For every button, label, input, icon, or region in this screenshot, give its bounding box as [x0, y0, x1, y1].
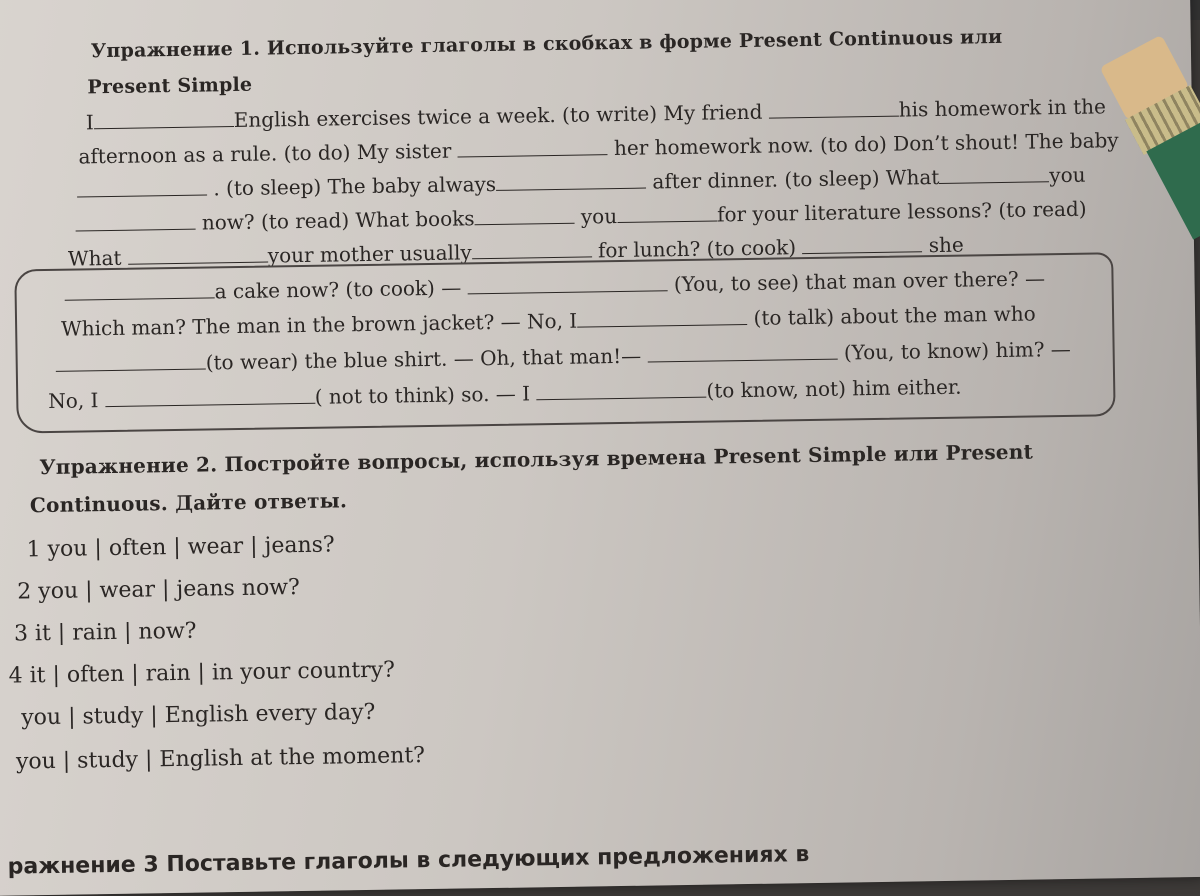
ex1-line-7: Which man? The man in the brown jacket? — No, I (to talk) about the man who: [60, 301, 1036, 341]
ex1-line-2: afternoon as a rule. (to do) My sister her homework now. (to do) Don’t shout! The baby: [78, 128, 1119, 169]
ex1-line-9: No, I ( not to think) so. — I (to know, not) him either.: [48, 374, 962, 413]
ex1-line-1: I English exercises twice a week. (to write) My friend his homework in the: [85, 94, 1107, 135]
exercise2-title: Упражнение 2. Постройте вопросы, используя времена Present Simple или Present: [39, 439, 1034, 480]
ex2-item-1: 1 you | often | wear | jeans?: [26, 532, 335, 563]
exercise2-title-cont: Continuous. Дайте ответы.: [29, 488, 348, 518]
exercise1-title-cont: Present Simple: [87, 73, 253, 99]
ex2-item-6: you | study | English at the moment?: [15, 743, 426, 775]
ex1-line-3: . (to sleep) The baby always after dinner. (to sleep) What you: [77, 163, 1086, 203]
exercise1-title: Упражнение 1. Используйте глаголы в скобках в форме Present Continuous или: [90, 25, 1003, 63]
ex1-line-4: now? (to read) What books you for your literature lessons? (to read): [75, 197, 1086, 237]
ex2-item-3: 3 it | rain | now?: [13, 618, 197, 647]
ex2-item-4: 4 it | often | rain | in your country?: [8, 657, 396, 689]
ex1-line-8: (to wear) the blue shirt. — Oh, that man!— (You, to know) him? —: [56, 337, 1071, 377]
exercise3-title: ражнение 3 Поставьте глаголы в следующих предложениях в: [7, 842, 810, 880]
ex2-item-2: 2 you | wear | jeans now?: [17, 575, 301, 605]
ex2-item-5: you | study | English every day?: [21, 699, 376, 731]
ex1-line-6: a cake now? (to cook) — (You, to see) that man over there? —: [64, 266, 1045, 305]
ex1-line-5: What your mother usually for lunch? (to cook) she: [67, 232, 964, 271]
